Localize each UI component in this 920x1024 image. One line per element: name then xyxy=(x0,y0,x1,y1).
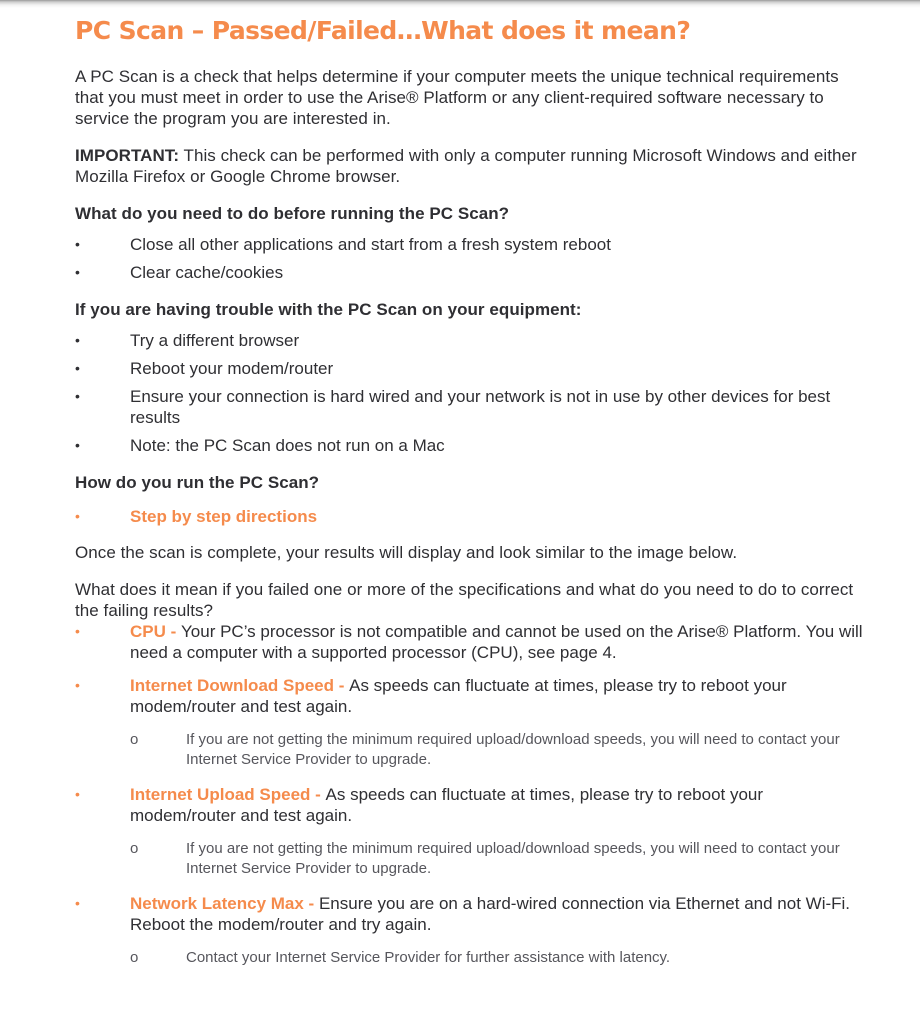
bullet-icon: • xyxy=(75,508,80,524)
spec-label: Network Latency Max - xyxy=(130,894,319,913)
list-item xyxy=(75,506,865,527)
spec-text: Ensure you are on a hard-wired connection via Ethernet and not Wi-Fi. Reboot the modem/router and try again. xyxy=(130,894,851,934)
spec-list xyxy=(75,621,865,968)
list-item xyxy=(75,262,865,283)
bullet-icon: • xyxy=(75,437,80,453)
sub-item-text: If you are not getting the minimum required upload/download speeds, you will need to contact your Internet Service Provider to upgrade. xyxy=(186,731,840,768)
important-text: This check can be performed with only a computer running Microsoft Windows and either Mozilla Firefox or Google Chrome browser. xyxy=(75,146,857,186)
bullet-icon: • xyxy=(75,677,80,693)
list-item xyxy=(75,386,865,428)
once-complete-text: Once the scan is complete, your results will display and look similar to the image below. xyxy=(75,543,738,562)
spec-label: Internet Upload Speed - xyxy=(130,785,326,804)
circle-bullet-icon: o xyxy=(130,731,139,748)
run-heading: How do you run the PC Scan? xyxy=(75,473,320,492)
run-list xyxy=(75,506,865,527)
before-heading: What do you need to do before running the PC Scan? xyxy=(75,204,510,223)
spec-label: CPU - xyxy=(130,622,181,641)
spec-item-upload-speed xyxy=(75,784,865,879)
bullet-icon: • xyxy=(75,360,80,376)
important-label: IMPORTANT: xyxy=(75,146,180,165)
trouble-heading: If you are having trouble with the PC Scan on your equipment: xyxy=(75,300,582,319)
list-item-text: Close all other applications and start from a fresh system reboot xyxy=(130,235,611,254)
important-note xyxy=(75,145,865,187)
bullet-icon: • xyxy=(75,786,80,802)
step-by-step-link[interactable]: Step by step directions xyxy=(130,507,318,526)
list-item xyxy=(75,435,865,456)
bullet-icon: • xyxy=(75,623,80,639)
sub-item-text: If you are not getting the minimum required upload/download speeds, you will need to contact your Internet Service Provider to upgrade. xyxy=(186,840,840,877)
spec-item-network-latency xyxy=(75,893,865,968)
sub-item xyxy=(130,948,865,968)
document-page xyxy=(75,12,865,982)
list-item xyxy=(75,330,865,351)
spec-text: As speeds can fluctuate at times, please try to reboot your modem/router and test again. xyxy=(130,785,764,825)
sub-item-text: Contact your Internet Service Provider for further assistance with latency. xyxy=(186,949,671,966)
list-item-text: Note: the PC Scan does not run on a Mac xyxy=(130,436,445,455)
list-item xyxy=(75,358,865,379)
list-item xyxy=(75,234,865,255)
list-item-text: Ensure your connection is hard wired and your network is not in use by other devices for best results xyxy=(130,387,831,427)
bullet-icon: • xyxy=(75,236,80,252)
list-item-text: Clear cache/cookies xyxy=(130,263,284,282)
bullet-icon: • xyxy=(75,895,80,911)
circle-bullet-icon: o xyxy=(130,840,139,857)
intro-paragraph: A PC Scan is a check that helps determine if your computer meets the unique technical requirements that you must meet in order to use the Arise® Platform or any client-required software necessary to service the program you are interested in. xyxy=(75,67,839,128)
trouble-list xyxy=(75,330,865,456)
page-title: PC Scan – Passed/Failed…What does it mean? xyxy=(75,16,691,45)
before-list xyxy=(75,234,865,283)
list-item-text: Reboot your modem/router xyxy=(130,359,334,378)
spec-text: Your PC’s processor is not compatible and cannot be used on the Arise® Platform. You will need a computer with a supported processor (CPU), see page 4. xyxy=(130,622,863,662)
bullet-icon: • xyxy=(75,332,80,348)
sub-item xyxy=(130,839,865,879)
what-failed-question: What does it mean if you failed one or more of the specifications and what do you need to do to correct the failing results? xyxy=(75,580,854,620)
spec-label: Internet Download Speed - xyxy=(130,676,350,695)
spec-item-download-speed xyxy=(75,675,865,770)
sub-item xyxy=(130,730,865,770)
bullet-icon: • xyxy=(75,388,80,404)
list-item-text: Try a different browser xyxy=(130,331,300,350)
spec-text: As speeds can fluctuate at times, please try to reboot your modem/router and test again. xyxy=(130,676,787,716)
top-edge-shadow xyxy=(0,0,920,8)
circle-bullet-icon: o xyxy=(130,949,139,966)
bullet-icon: • xyxy=(75,264,80,280)
spec-item-cpu xyxy=(75,621,865,663)
